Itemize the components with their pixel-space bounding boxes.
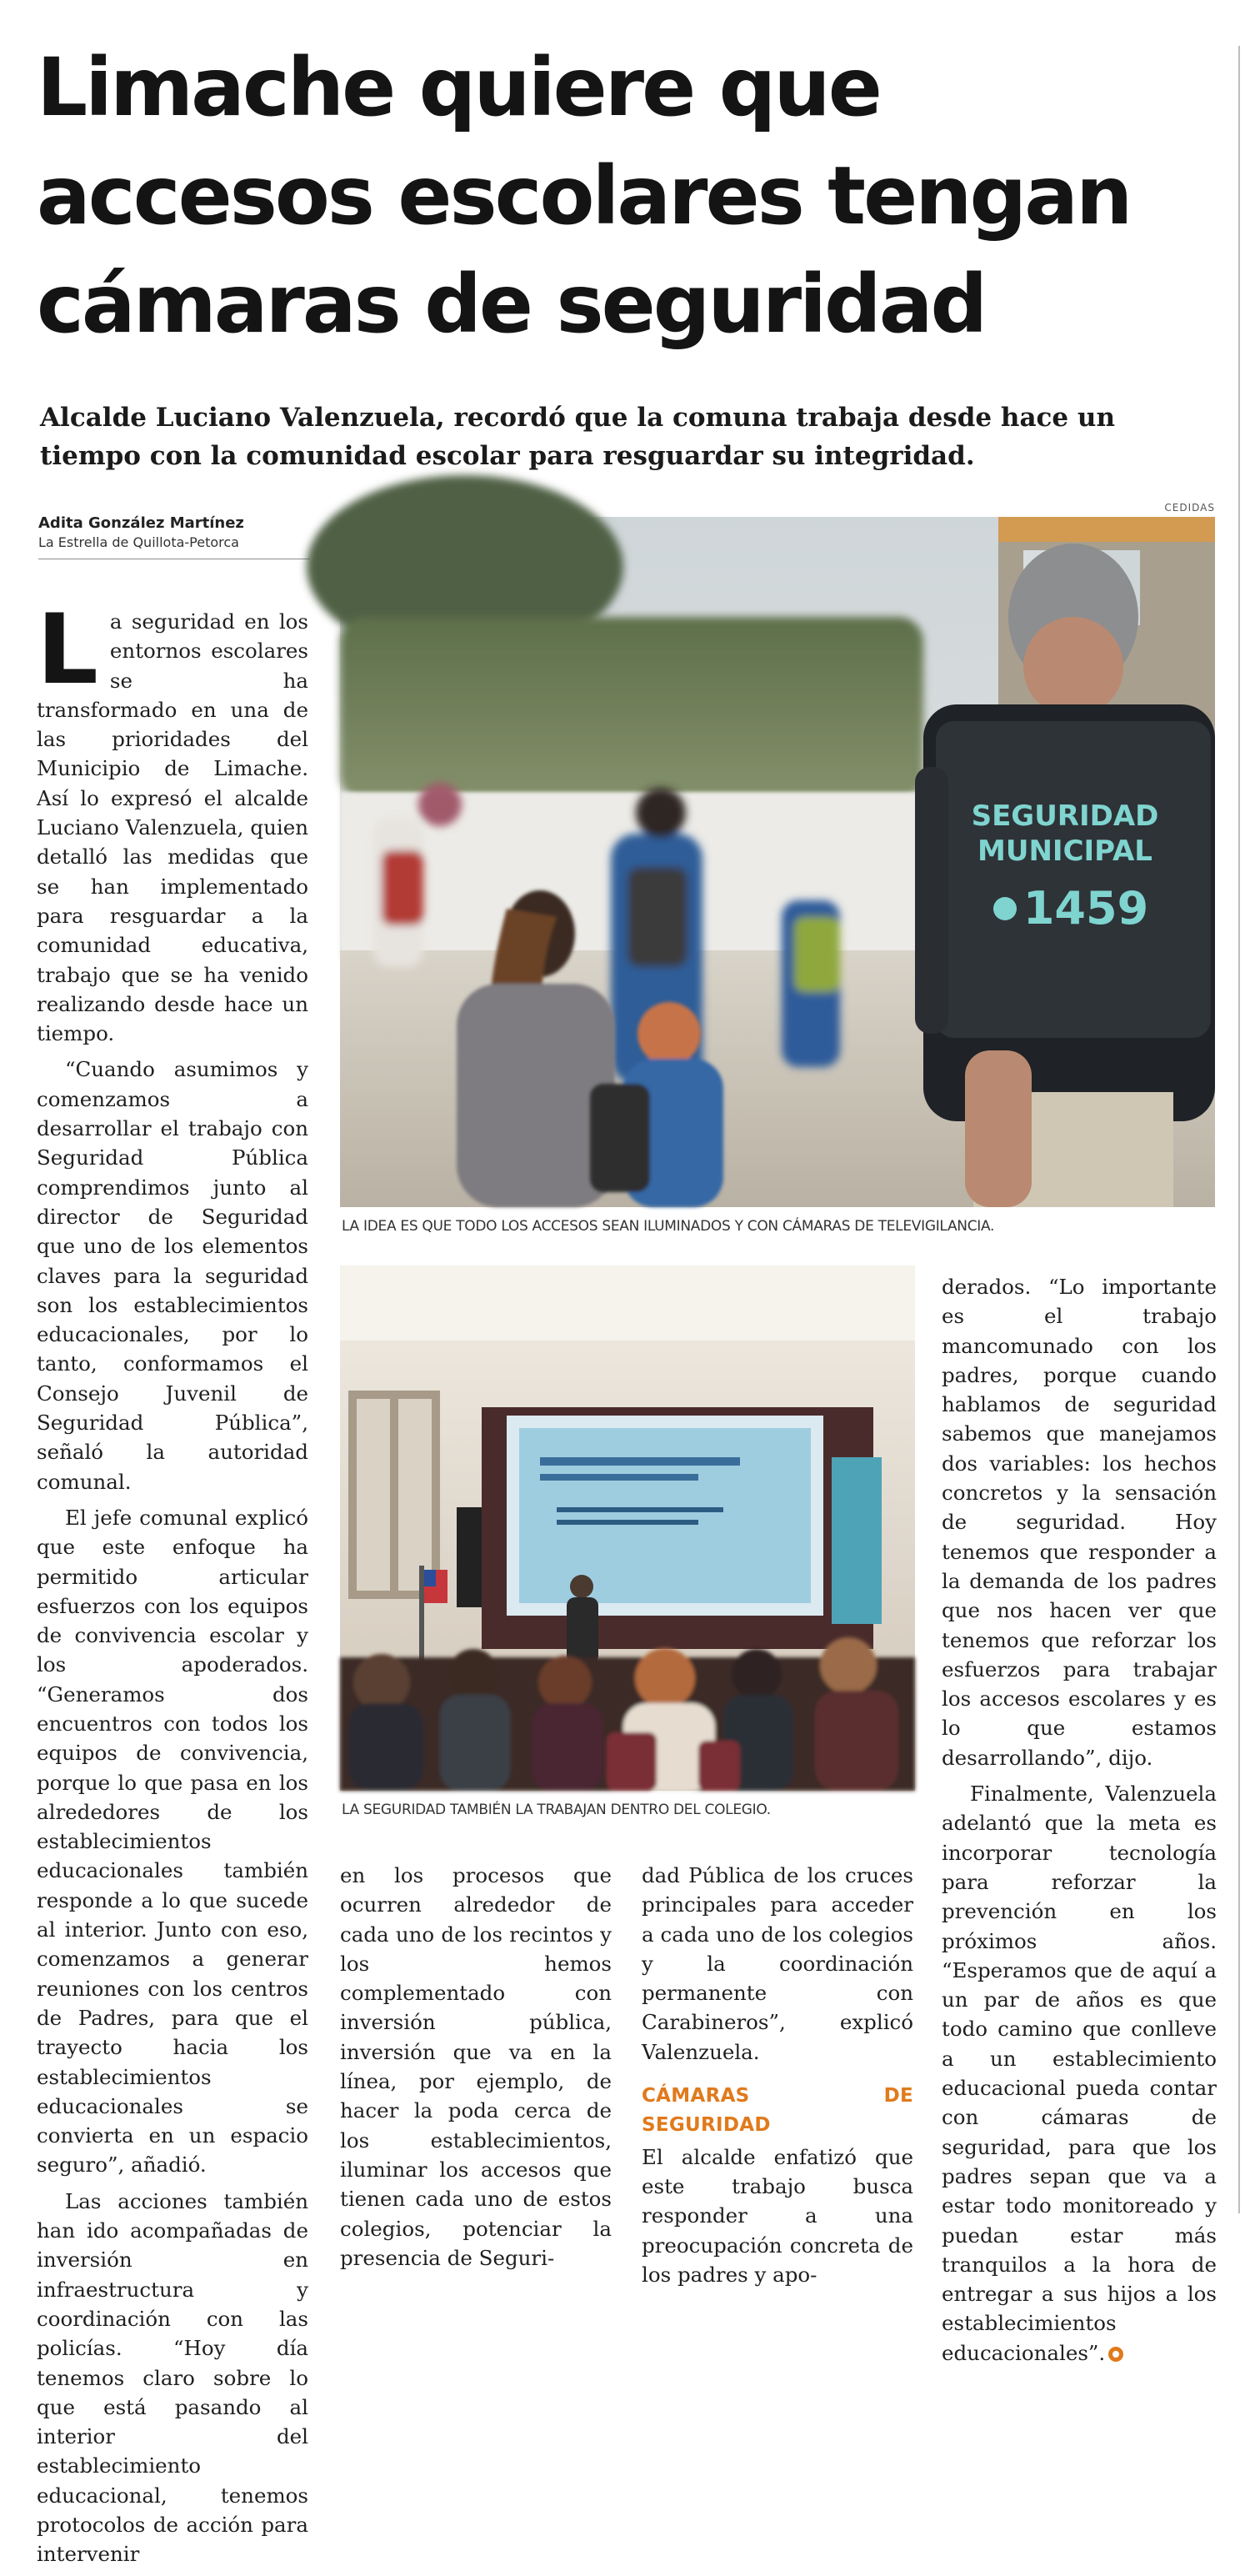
- paragraph: “Cuando asumimos y comenzamos a desarrollar el trabajo con Seguridad Pública comprendimos junto al director de Seguridad que uno de los elementos claves para la seguridad son los establecimientos educacionales, por lo tanto, conformamos el Consejo Juvenil de Seguridad Pública”, señaló la autoridad comunal.: [37, 1057, 308, 1494]
- headline: Limache quiere que accesos escolares tengan cámaras de seguridad: [37, 41, 1131, 351]
- photo2-caption: LA SEGURIDAD TAMBIÉN LA TRABAJAN DENTRO DEL COLEGIO.: [342, 1802, 771, 1818]
- outlet-name: La Estrella de Quillota-Petorca: [38, 534, 239, 550]
- article-column-2: [340, 1861, 612, 2279]
- section-subhead: CÁMARAS DE SEGURIDAD: [642, 2085, 913, 2137]
- article-column-1: [37, 594, 308, 2576]
- paragraph: en los procesos que ocurren alrededor de cada uno de los recintos y los hemos complementado con inversión pública, inversión que va en la línea, por ejemplo, de hacer la poda cerca de los establecimientos, iluminar los accesos que tienen cada uno de estos colegios, potenciar la presencia de Seguri-: [340, 1863, 612, 2270]
- paragraph: La seguridad en los entornos escolares se ha transformado en una de las prioridades del Municipio de Limache. Así lo expresó el alcalde Luciano Valenzuela, quien detalló las medidas que se han implementado para resguardar a la comunidad educativa, trabajo que se ha venido realizando desde hace un tiempo.: [37, 594, 308, 1046]
- column-rule: [1238, 46, 1240, 2213]
- article-column-3: [642, 1861, 913, 2296]
- photo1-caption: LA IDEA ES QUE TODO LOS ACCESOS SEAN ILUMINADOS Y CON CÁMARAS DE TELEVIGILANCIA.: [342, 1218, 995, 1235]
- article-column-4: [942, 1272, 1217, 2374]
- paragraph: dad Pública de los cruces principales para acceder a cada uno de los colegios y la coordinación permanente con Carabineros”, explicó Valenzuela.: [642, 1863, 913, 2064]
- end-mark-icon: [1108, 2347, 1123, 2362]
- photo-auditorium: [340, 1265, 915, 1791]
- photo-credit: CEDIDAS: [1164, 502, 1215, 514]
- paragraph: derados. “Lo importante es el trabajo mancomunado con los padres, porque cuando hablamos de seguridad sabemos que manejamos dos variables: los hechos concretos y la sensación de seguridad. Hoy tenemos que responder a la demanda de los padres que nos hacen ver que tenemos que reforzar los esfuerzos para trabajar los accesos escolares y es lo que estamos desarrollando”, dijo.: [942, 1275, 1217, 1770]
- drop-cap: L: [37, 594, 98, 706]
- deck: Alcalde Luciano Valenzuela, recordó que la comuna trabaja desde hace un tiempo con la comunidad escolar para resguardar su integridad.: [40, 403, 1115, 471]
- paragraph: Las acciones también han ido acompañadas de inversión en infraestructura y coordinación con las policías. “Hoy día tenemos claro sobre lo que está pasando al interior del establecimiento educacional, tenemos protocolos de acción para intervenir: [37, 2188, 308, 2567]
- vest-text-line2: MUNICIPAL: [978, 834, 1152, 868]
- author-name: Adita González Martínez: [38, 514, 244, 532]
- vest-text-line3: 1459: [1022, 882, 1149, 935]
- paragraph: El jefe comunal explicó que este enfoque ha permitido articular esfuerzos con los equipos de convivencia escolar y los apoderados. “Generamos dos encuentros con todos los equipos de convivencia, porque lo que pasa en los alrededores de los establecimientos educacionales también responde a lo que sucede al interior. Junto con eso, comenzamos a generar reuniones con los centros de Padres, para que el trayecto hacia los establecimientos educacionales se convierta en un espacio seguro”, añadió.: [37, 1505, 308, 2178]
- paragraph: El alcalde enfatizó que este trabajo busca responder a una preocupación concreta de los padres y apo-: [642, 2144, 913, 2287]
- vest-text-line1: SEGURIDAD: [971, 799, 1159, 833]
- paragraph: Finalmente, Valenzuela adelantó que la meta es incorporar tecnología para reforzar la prevención en los próximos años. “Esperamos que de aquí a un par de años es que todo camino que conlleve a un establecimiento educacional pueda contar con cámaras de seguridad, para que los padres sepan que va a estar todo monitoreado y puedan estar más tranquilos a la hora de entregar a sus hijos a los establecimientos educacionales”.: [942, 1782, 1217, 2365]
- byline: [38, 514, 310, 559]
- photo-security-guard: [340, 517, 1215, 1207]
